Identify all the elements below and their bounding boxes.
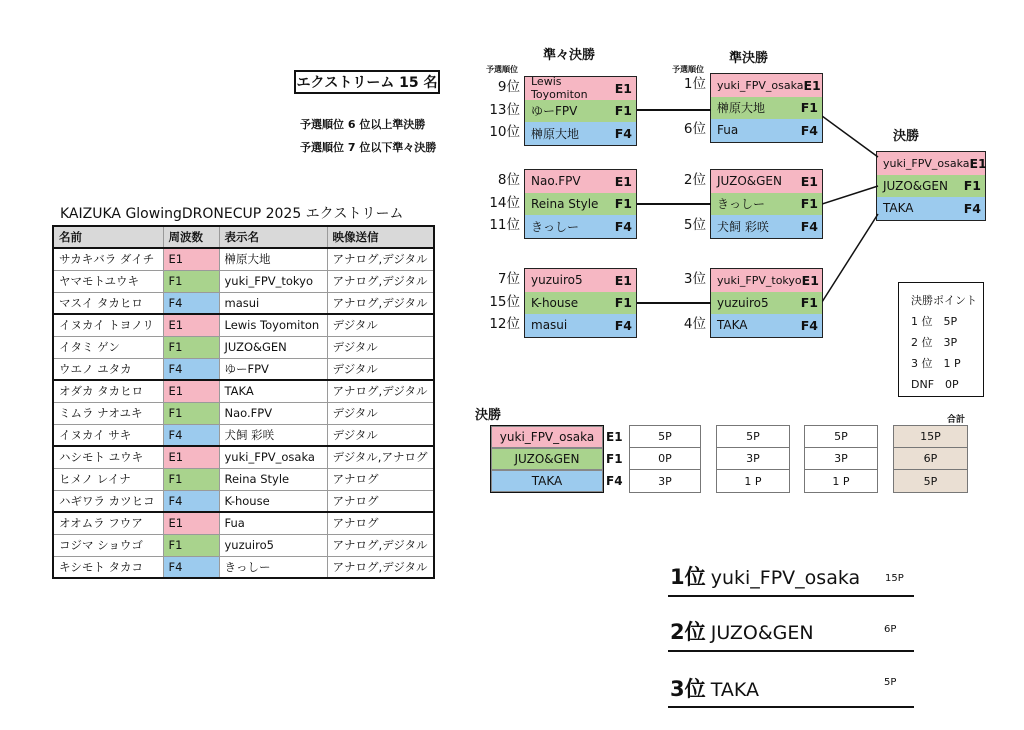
heat-pilot-row [525,269,636,292]
roster-freq: E1 [163,380,219,402]
roster-video: デジタル [327,358,434,380]
podium-3-name: TAKA [710,679,759,701]
pilot-freq: F1 [800,196,818,212]
roster-name: キシモト タカコ [53,556,163,578]
points-line-4: DNF 0P [911,378,959,391]
roster-display-name: ゆーFPV [219,358,327,380]
heat-box [876,151,986,221]
qual-rank: 14位 [489,194,520,211]
qual-rank: 11位 [489,217,520,233]
roster-freq: F4 [163,292,219,314]
pilot-freq: E1 [800,173,818,189]
roster-freq: F4 [163,424,219,446]
roster-name: ミムラ ナオユキ [53,402,163,424]
podium-2-name: JUZO&GEN [710,622,814,644]
score-total: 15P [894,426,967,448]
podium-2 [670,616,814,646]
score-pilot-name: JUZO&GEN [491,448,603,470]
roster-name: ハシモト ユウキ [53,446,163,468]
roster-display-name: 榊原大地 [219,248,327,270]
score-freq: F4 [606,474,623,488]
roster-row [53,556,434,578]
roster-freq: E1 [163,314,219,336]
pilot-freq: F1 [614,103,632,119]
roster-freq: F4 [163,358,219,380]
podium-divider-3 [668,706,914,708]
pilot-freq: F1 [614,196,632,212]
pilot-freq: F4 [614,218,632,234]
roster-row [53,534,434,556]
pilot-name: K-house [531,295,579,310]
roster-row [53,512,434,534]
points-title: 決勝ポイント [911,294,977,307]
pilot-freq: F1 [800,295,818,311]
pilot-freq: F1 [800,100,818,116]
qual-rank: 7位 [497,271,520,287]
pilot-freq: F4 [800,317,818,333]
pilot-freq: F4 [800,218,818,234]
roster-freq: F1 [163,336,219,358]
roster-freq: F4 [163,490,219,512]
podium-1 [670,561,860,591]
roster-video: アナログ,デジタル [327,534,434,556]
roster-row [53,468,434,490]
pilot-freq: E1 [614,173,632,189]
score-total: 6P [894,448,967,470]
pilot-name: JUZO&GEN [717,174,782,189]
qual-rank: 9位 [497,79,520,95]
pilot-name: ゆーFPV [531,104,578,119]
roster-freq: F1 [163,534,219,556]
podium-2-points: 6P [884,624,897,635]
pilot-name: 榊原大地 [717,101,766,116]
qf-heat-2 [480,169,637,239]
podium-3-rank: 3位 [670,677,706,701]
score-cell: 3P [658,474,672,488]
podium-divider-1 [668,595,914,597]
pilot-name: Nao.FPV [531,174,581,189]
qf-heat-3 [480,268,637,338]
heat-pilot-row [877,197,985,220]
roster-name: ヤマモトユウキ [53,270,163,292]
sf-title: 準決勝 [729,51,769,66]
roster-video: アナログ [327,468,434,490]
final-heat [876,151,986,221]
qual-rank: 2位 [683,172,706,188]
pilot-freq: E1 [969,155,987,171]
qual-rank: 4位 [683,316,706,332]
roster-display-name: Fua [219,512,327,534]
roster-row [53,490,434,512]
roster-display-name: Lewis Toyomiton [219,314,327,336]
qf-qual-label: 予選順位 [486,65,518,74]
roster-video: アナログ,デジタル [327,292,434,314]
heat-pilot-row [525,170,636,193]
roster-display-name: TAKA [219,380,327,402]
connector-qf2-sf2 [637,203,711,205]
roster-name: サカキバラ ダイチ [53,248,163,270]
pilot-freq: E1 [803,77,821,93]
rule-quarterfinal: 予選順位 7 位以下準々決勝 [300,141,437,154]
pilot-name: Lewis Toyomiton [531,75,588,102]
score-cell: 5P [630,426,700,448]
pilot-name: yuzuiro5 [717,295,769,310]
pilot-name: yuzuiro5 [531,273,583,288]
roster-video: デジタル,アナログ [327,446,434,468]
roster-video: デジタル [327,336,434,358]
heat-pilot-row [525,100,636,123]
qual-rank: 13位 [489,101,520,118]
heat-pilot-row [525,77,636,100]
col-header-display: 表示名 [219,226,327,248]
qual-rank: 8位 [497,172,520,188]
podium-2-rank: 2位 [670,620,706,644]
roster-display-name: きっしー [219,556,327,578]
heat-pilot-row [711,292,822,315]
roster-display-name: masui [219,292,327,314]
pilot-name: TAKA [883,201,914,216]
roster-freq: F4 [163,556,219,578]
roster-row [53,358,434,380]
pilot-freq: E1 [801,272,819,288]
heat-box [524,169,637,239]
pilot-freq: F4 [963,200,981,216]
pilot-name: yuki_FPV_osaka [717,78,804,92]
heat-pilot-row [711,74,822,97]
sf-final-connectors [822,100,882,310]
score-totals [893,425,968,493]
pilot-name: Fua [717,123,739,138]
roster-display-name: K-house [219,490,327,512]
total-label: 合計 [947,415,966,425]
score-round-1 [629,425,701,493]
pilot-freq: F1 [614,295,632,311]
roster-name: ヒメノ レイナ [53,468,163,490]
heat-pilot-row [711,193,822,216]
roster-name: コジマ ショウゴ [53,534,163,556]
qual-rank: 10位 [489,124,520,140]
roster-display-name: yuki_FPV_tokyo [219,270,327,292]
heat-pilot-row [877,175,985,198]
roster-row [53,446,434,468]
scores-title: 決勝 [475,408,502,423]
roster-display-name: Reina Style [219,468,327,490]
cup-title: KAIZUKA GlowingDRONECUP 2025 エクストリーム [60,206,404,222]
roster-freq: E1 [163,512,219,534]
qf-heat-1 [480,76,637,146]
final-points-legend [898,282,984,397]
heat-pilot-row [711,170,822,193]
pilot-name: きっしー [531,219,580,234]
sf-qual-label: 予選順位 [672,65,704,74]
roster-video: アナログ [327,512,434,534]
roster-freq: F1 [163,468,219,490]
roster-video: デジタル [327,402,434,424]
score-freq: F1 [606,452,623,466]
pilot-name: JUZO&GEN [883,178,948,193]
podium-1-points: 15P [885,573,904,584]
heat-pilot-row [525,215,636,238]
connector-sf1-final [822,116,878,157]
points-line-1: 1 位 5P [911,315,958,328]
roster-name: イタミ ゲン [53,336,163,358]
roster-freq: F1 [163,270,219,292]
score-total: 5P [923,474,938,488]
score-freq-list [606,426,623,492]
podium-divider-2 [668,650,914,652]
heat-pilot-row [711,119,822,142]
podium-1-name: yuki_FPV_osaka [710,567,861,589]
roster-freq: E1 [163,446,219,468]
podium-1-rank: 1位 [670,565,706,589]
pilot-name: yuki_FPV_osaka [883,156,970,170]
connector-sf2-final [822,186,878,204]
pilot-name: masui [531,318,568,333]
roster-row [53,270,434,292]
roster-name: イヌカイ サキ [53,424,163,446]
pilot-name: きっしー [717,197,766,212]
roster-video: デジタル [327,424,434,446]
connector-qf3-sf3 [637,302,711,304]
roster-display-name: 犬飼 彩咲 [219,424,327,446]
score-cell: 3P [717,448,789,470]
roster-row [53,336,434,358]
roster-video: アナログ,デジタル [327,270,434,292]
roster-display-name: JUZO&GEN [219,336,327,358]
points-line-3: 3 位 1 P [911,357,961,370]
roster-display-name: yuzuiro5 [219,534,327,556]
score-round-3 [804,425,878,493]
pilot-name: TAKA [717,318,748,333]
heat-pilot-row [711,97,822,120]
qual-rank: 12位 [489,316,520,332]
final-title: 決勝 [893,129,920,144]
roster-video: アナログ,デジタル [327,248,434,270]
roster-name: マスイ タカヒロ [53,292,163,314]
heat-box [710,268,823,338]
score-cell: 1 P [744,474,762,488]
col-header-name: 名前 [53,226,163,248]
podium-3-points: 5P [884,677,897,688]
heat-pilot-row [711,215,822,238]
score-cell: 5P [717,426,789,448]
pilot-freq: E1 [614,80,632,96]
qual-rank: 6位 [683,121,706,137]
heat-box [710,169,823,239]
connector-sf3-final [822,214,878,302]
score-freq: E1 [606,430,623,444]
heat-box [524,268,637,338]
qual-rank: 3位 [683,271,706,287]
score-cell: 0P [630,448,700,470]
score-pilot-name: yuki_FPV_osaka [491,426,603,448]
roster-video: デジタル [327,314,434,336]
score-pilot-name: TAKA [491,470,603,492]
roster-display-name: Nao.FPV [219,402,327,424]
score-cell: 3P [805,448,877,470]
pilot-freq: F4 [800,122,818,138]
roster-name: オダカ タカヒロ [53,380,163,402]
score-pilot-list [490,425,604,493]
pilot-name: yuki_FPV_tokyo [717,273,802,287]
roster-body [53,248,434,578]
col-header-freq: 周波数 [163,226,219,248]
qual-rank [666,96,706,119]
roster-video: アナログ,デジタル [327,556,434,578]
qf-title: 準々決勝 [543,48,596,63]
heat-pilot-row [525,193,636,216]
heat-pilot-row [525,314,636,337]
heat-box [524,76,637,146]
roster-row [53,248,434,270]
col-header-video: 映像送信 [327,226,434,248]
roster-freq: F1 [163,402,219,424]
points-line-2: 2 位 3P [911,336,958,349]
rule-semifinal: 予選順位 6 位以上準決勝 [300,118,426,131]
roster-display-name: yuki_FPV_osaka [219,446,327,468]
heat-pilot-row [525,122,636,145]
heat-pilot-row [711,269,822,292]
heat-pilot-row [877,152,985,175]
roster-row [53,314,434,336]
roster-video: アナログ,デジタル [327,380,434,402]
pilot-freq: E1 [614,272,632,288]
roster-name: ハギワラ カツヒコ [53,490,163,512]
roster-row [53,402,434,424]
score-cell: 5P [805,426,877,448]
qual-rank: 1位 [683,76,706,92]
roster-video: アナログ [327,490,434,512]
roster-freq: E1 [163,248,219,270]
pilot-freq: F4 [614,125,632,141]
heat-box [710,73,823,143]
roster-row [53,424,434,446]
roster-name: イヌカイ トヨノリ [53,314,163,336]
pilot-freq: F4 [614,317,632,333]
pilot-name: Reina Style [531,196,599,211]
roster-header-row [53,226,434,248]
pilot-name: 榊原大地 [531,126,580,141]
qual-rank: 5位 [683,217,706,233]
score-cell: 1 P [832,474,850,488]
pilot-name: 犬飼 彩咲 [717,219,769,234]
pilot-freq: F1 [963,178,981,194]
sf-heat-1 [666,73,823,143]
roster-row [53,292,434,314]
connector-qf1-sf1 [637,109,711,111]
heat-pilot-row [525,292,636,315]
roster-row [53,380,434,402]
podium-3 [670,673,759,703]
qual-rank: 15位 [489,293,520,310]
event-title: エクストリーム 15 名 [294,70,440,94]
roster-name: ウエノ ユタカ [53,358,163,380]
score-round-2 [716,425,790,493]
heat-pilot-row [711,314,822,337]
roster-name: オオムラ フウア [53,512,163,534]
roster-table [52,225,435,579]
